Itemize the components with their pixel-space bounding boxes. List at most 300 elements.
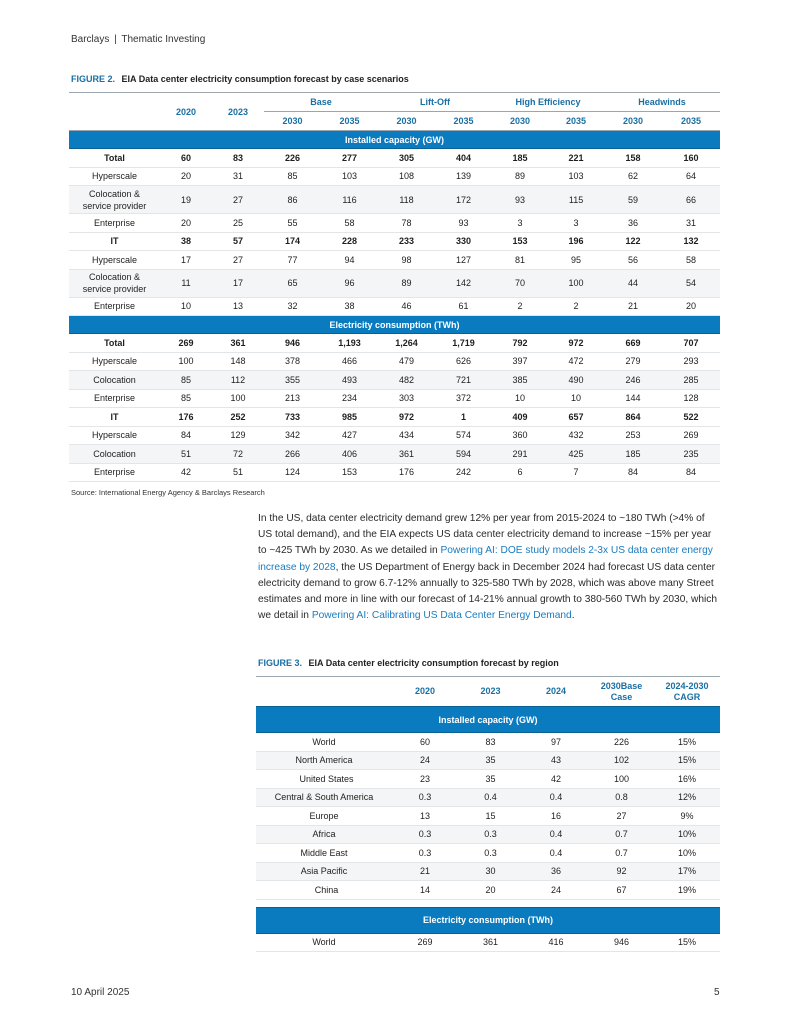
table-cell: 84 [604,463,662,482]
table-cell: 102 [589,751,654,770]
table-cell: 0.4 [523,788,589,807]
table-cell: 1,264 [378,334,435,353]
row-label: Africa [256,825,392,844]
table-cell: 10 [160,297,212,316]
table-cell: 100 [160,352,212,371]
table-cell: 100 [548,269,604,297]
scenario-header: Base [264,93,378,112]
link-doe-study[interactable]: Powering AI: DOE study models 2-3x US data center energy increase by 2028 [258,545,713,573]
year-subheader: 2035 [548,112,604,131]
table-cell: 59 [604,186,662,214]
table-cell: 60 [160,149,212,168]
table-cell: 0.7 [589,825,654,844]
table-cell: 721 [435,371,492,390]
table-row [69,232,720,251]
figure2-source: Source: International Energy Agency & Barclays Research [71,488,265,497]
table-cell: 2 [548,297,604,316]
table-cell: 0.3 [392,788,458,807]
table-cell: 103 [548,167,604,186]
section-band-label: Installed capacity (GW) [256,707,720,733]
table-cell: 84 [662,463,720,482]
row-label: Colocation & service provider [69,186,160,214]
table-cell: 416 [523,933,589,952]
table-cell: 285 [662,371,720,390]
table-cell: 35 [458,770,523,789]
table-cell: 46 [378,297,435,316]
table-cell: 972 [548,334,604,353]
table-cell: 221 [548,149,604,168]
table-cell: 16 [523,807,589,826]
table-cell: 58 [321,214,378,233]
table-cell: 92 [589,862,654,881]
table-cell: 55 [264,214,321,233]
row-label: Central & South America [256,788,392,807]
table-cell: 20 [160,167,212,186]
table-cell: 972 [378,408,435,427]
table-cell: 432 [548,426,604,445]
table-row [69,214,720,233]
table-cell: 522 [662,408,720,427]
table-cell: 65 [264,269,321,297]
table-cell: 242 [435,463,492,482]
table-cell: 42 [160,463,212,482]
table-cell: 57 [212,232,264,251]
figure3-caption: EIA Data center electricity consumption forecast by region [308,658,559,668]
table-cell: 490 [548,371,604,390]
figure3-title [258,658,559,668]
table-cell: 78 [378,214,435,233]
table-row [69,426,720,445]
table-cell: 657 [548,408,604,427]
header-row-groups [69,93,720,112]
row-label: IT [69,408,160,427]
table-cell: 51 [212,463,264,482]
table-row [256,825,720,844]
section-band-consumption [69,316,720,334]
table-cell: 118 [378,186,435,214]
section-band-label: Electricity consumption (TWh) [256,907,720,933]
table-cell: 472 [548,352,604,371]
table-cell: 246 [604,371,662,390]
table-cell: 31 [212,167,264,186]
table-cell: 10% [654,844,720,863]
table-cell: 385 [492,371,548,390]
section-band-consumption [256,907,720,933]
table-cell: 83 [458,733,523,752]
table-cell: 13 [212,297,264,316]
brand-name: Barclays [71,34,110,45]
row-label: North America [256,751,392,770]
table-row [69,408,720,427]
table-row [256,751,720,770]
table-cell: 10% [654,825,720,844]
table-cell: 27 [589,807,654,826]
table-cell: 144 [604,389,662,408]
table-row [69,445,720,464]
section-band-label: Installed capacity (GW) [69,131,720,149]
table-cell: 425 [548,445,604,464]
table-row [256,881,720,900]
table-row [256,733,720,752]
table-cell: 378 [264,352,321,371]
column-header-2020: 2020 [160,93,212,131]
spacer-cell [256,899,720,907]
column-header: 2024-2030 CAGR [654,677,720,707]
table-cell: 129 [212,426,264,445]
figure2-caption: EIA Data center electricity consumption forecast by case scenarios [121,74,409,84]
body-paragraph [258,511,720,624]
row-label: Hyperscale [69,426,160,445]
table-cell: 95 [548,251,604,270]
table-cell: 1,193 [321,334,378,353]
paragraph-text-2: , the US Department of Energy back in December 2024 had forecast US data center electricity demand to grow 6.7-12% annually to 325-580 TWh by 2028, which was above many Street estimates and more in line with our forecast of 14-21% annual growth to 380-560 TWh by 2030, which we detail in [258,561,718,622]
table-cell: 60 [392,733,458,752]
table-cell: 139 [435,167,492,186]
table-row [256,770,720,789]
table-cell: 493 [321,371,378,390]
table-cell: 1,719 [435,334,492,353]
table-cell: 86 [264,186,321,214]
row-label: Enterprise [69,463,160,482]
table-cell: 70 [492,269,548,297]
table-cell: 3 [548,214,604,233]
table-cell: 864 [604,408,662,427]
table-cell: 38 [160,232,212,251]
table-cell: 361 [212,334,264,353]
table-cell: 15% [654,733,720,752]
year-subheader: 2035 [321,112,378,131]
table-cell: 84 [160,426,212,445]
table-row [69,463,720,482]
table-cell: 293 [662,352,720,371]
table-cell: 466 [321,352,378,371]
table-cell: 269 [662,426,720,445]
scenario-header: High Efficiency [492,93,604,112]
table-cell: 946 [264,334,321,353]
table-cell: 36 [604,214,662,233]
table-cell: 64 [662,167,720,186]
table-row [69,167,720,186]
table-row [69,251,720,270]
table-cell: 409 [492,408,548,427]
table-cell: 24 [392,751,458,770]
table-row [69,389,720,408]
table-cell: 72 [212,445,264,464]
table-row [69,297,720,316]
table-cell: 361 [458,933,523,952]
table-cell: 115 [548,186,604,214]
header-blank-cell [69,93,160,131]
figure2-title [71,74,409,84]
table-cell: 406 [321,445,378,464]
table-cell: 397 [492,352,548,371]
spacer-row [256,899,720,907]
year-subheader: 2030 [492,112,548,131]
table-cell: 67 [589,881,654,900]
table-cell: 279 [604,352,662,371]
table-cell: 12% [654,788,720,807]
table-cell: 83 [212,149,264,168]
table-cell: 24 [523,881,589,900]
table-cell: 291 [492,445,548,464]
page-number: 5 [714,987,720,998]
table-cell: 148 [212,352,264,371]
table-cell: 985 [321,408,378,427]
table-cell: 1 [435,408,492,427]
table-cell: 0.3 [392,844,458,863]
table-cell: 0.3 [458,844,523,863]
table-cell: 32 [264,297,321,316]
table-row [69,269,720,297]
row-label: World [256,733,392,752]
table-cell: 10 [548,389,604,408]
header-blank-cell [256,677,392,707]
table-cell: 226 [264,149,321,168]
row-label: IT [69,232,160,251]
table-cell: 733 [264,408,321,427]
paragraph-text-1: In the US, data center electricity demand grew 12% per year from 2015-2024 to ~180 TWh (>4% of US total demand), and the EIA expects US data center electricity demand to increase ~15% per year to ~425 TWh by 2030. As we detailed in [258,513,712,557]
table-cell: 124 [264,463,321,482]
table-cell: 56 [604,251,662,270]
table-cell: 626 [435,352,492,371]
table-cell: 360 [492,426,548,445]
table-cell: 54 [662,269,720,297]
table-row [69,149,720,168]
table-cell: 11 [160,269,212,297]
table-cell: 116 [321,186,378,214]
table-cell: 0.4 [458,788,523,807]
table-cell: 21 [392,862,458,881]
row-label: Hyperscale [69,251,160,270]
table-cell: 342 [264,426,321,445]
table-cell: 160 [662,149,720,168]
table-cell: 574 [435,426,492,445]
table-cell: 27 [212,251,264,270]
table-cell: 9% [654,807,720,826]
table-row [69,334,720,353]
table-cell: 31 [662,214,720,233]
table-cell: 112 [212,371,264,390]
table-cell: 185 [492,149,548,168]
row-label: Total [69,149,160,168]
table-row [256,807,720,826]
section-band-label: Electricity consumption (TWh) [69,316,720,334]
table-cell: 66 [662,186,720,214]
table-cell: 946 [589,933,654,952]
table-cell: 38 [321,297,378,316]
table-cell: 17 [212,269,264,297]
row-label: Middle East [256,844,392,863]
table-cell: 13 [392,807,458,826]
year-subheader: 2035 [435,112,492,131]
table-cell: 176 [160,408,212,427]
table-cell: 266 [264,445,321,464]
table-cell: 172 [435,186,492,214]
header-row [256,677,720,707]
table-cell: 23 [392,770,458,789]
table-cell: 20 [662,297,720,316]
table-cell: 10 [492,389,548,408]
table-cell: 305 [378,149,435,168]
table-cell: 96 [321,269,378,297]
row-label: Europe [256,807,392,826]
table-cell: 51 [160,445,212,464]
table-cell: 61 [435,297,492,316]
table-cell: 77 [264,251,321,270]
table-cell: 3 [492,214,548,233]
year-subheader: 2030 [264,112,321,131]
header-separator: | [114,34,117,45]
table-cell: 16% [654,770,720,789]
row-label: Colocation [69,371,160,390]
table-cell: 19% [654,881,720,900]
table-cell: 20 [458,881,523,900]
table-cell: 669 [604,334,662,353]
table-cell: 372 [435,389,492,408]
table-cell: 93 [435,214,492,233]
table-row [69,186,720,214]
table-cell: 17 [160,251,212,270]
table-cell: 330 [435,232,492,251]
table-cell: 253 [604,426,662,445]
row-label: Enterprise [69,389,160,408]
table-cell: 174 [264,232,321,251]
table-cell: 233 [378,232,435,251]
table-cell: 234 [321,389,378,408]
table-cell: 20 [160,214,212,233]
table-cell: 85 [160,389,212,408]
year-subheader: 2030 [378,112,435,131]
table-cell: 14 [392,881,458,900]
section-band-capacity [256,707,720,733]
table-cell: 196 [548,232,604,251]
table-cell: 89 [492,167,548,186]
table-cell: 185 [604,445,662,464]
paragraph-text-3: . [571,610,575,622]
table-cell: 81 [492,251,548,270]
table-cell: 153 [321,463,378,482]
row-label: China [256,881,392,900]
table-cell: 30 [458,862,523,881]
scenario-header: Lift-Off [378,93,492,112]
table-row [256,933,720,952]
table-cell: 58 [662,251,720,270]
row-label: United States [256,770,392,789]
table-cell: 19 [160,186,212,214]
link-calibrating-demand[interactable]: Powering AI: Calibrating US Data Center Energy Demand [311,610,572,622]
table-cell: 427 [321,426,378,445]
table-cell: 36 [523,862,589,881]
table-cell: 594 [435,445,492,464]
table-cell: 482 [378,371,435,390]
table-cell: 43 [523,751,589,770]
row-label: Enterprise [69,297,160,316]
table-cell: 226 [589,733,654,752]
row-label: Hyperscale [69,352,160,371]
table-cell: 42 [523,770,589,789]
section-name: Thematic Investing [121,34,206,45]
table-cell: 89 [378,269,435,297]
column-header: 2024 [523,677,589,707]
table-cell: 21 [604,297,662,316]
table-cell: 132 [662,232,720,251]
row-label: Asia Pacific [256,862,392,881]
table-cell: 97 [523,733,589,752]
year-subheader: 2035 [662,112,720,131]
table-cell: 128 [662,389,720,408]
table-cell: 0.3 [392,825,458,844]
table-cell: 27 [212,186,264,214]
table-cell: 252 [212,408,264,427]
table-row [69,371,720,390]
page-header [71,34,205,45]
table-cell: 0.3 [458,825,523,844]
row-label: Enterprise [69,214,160,233]
table-cell: 277 [321,149,378,168]
table-cell: 153 [492,232,548,251]
table-cell: 479 [378,352,435,371]
table-cell: 98 [378,251,435,270]
row-label: World [256,933,392,952]
table-cell: 361 [378,445,435,464]
table-cell: 355 [264,371,321,390]
row-label: Hyperscale [69,167,160,186]
table-cell: 269 [160,334,212,353]
table-cell: 94 [321,251,378,270]
table-cell: 2 [492,297,548,316]
table-cell: 176 [378,463,435,482]
table-cell: 44 [604,269,662,297]
table-cell: 85 [160,371,212,390]
section-band-capacity [69,131,720,149]
table-cell: 303 [378,389,435,408]
table-cell: 17% [654,862,720,881]
table-cell: 103 [321,167,378,186]
table-cell: 142 [435,269,492,297]
scenario-header: Headwinds [604,93,720,112]
column-header: 2020 [392,677,458,707]
table-cell: 108 [378,167,435,186]
figure2-label: FIGURE 2. [71,74,116,84]
table-row [256,844,720,863]
row-label: Colocation [69,445,160,464]
table-cell: 269 [392,933,458,952]
table-cell: 0.4 [523,825,589,844]
table-cell: 25 [212,214,264,233]
table-cell: 0.7 [589,844,654,863]
table-cell: 228 [321,232,378,251]
year-subheader: 2030 [604,112,662,131]
row-label: Colocation & service provider [69,269,160,297]
table-cell: 792 [492,334,548,353]
table-cell: 127 [435,251,492,270]
table-cell: 122 [604,232,662,251]
row-label: Total [69,334,160,353]
table-cell: 6 [492,463,548,482]
table-cell: 7 [548,463,604,482]
table-cell: 0.4 [523,844,589,863]
region-forecast-table [256,676,720,952]
column-header: 2030Base Case [589,677,654,707]
table-cell: 15 [458,807,523,826]
table-cell: 707 [662,334,720,353]
table-cell: 404 [435,149,492,168]
table-cell: 62 [604,167,662,186]
footer-date: 10 April 2025 [71,987,130,998]
table-cell: 0.8 [589,788,654,807]
table-cell: 158 [604,149,662,168]
figure3-label: FIGURE 3. [258,658,303,668]
